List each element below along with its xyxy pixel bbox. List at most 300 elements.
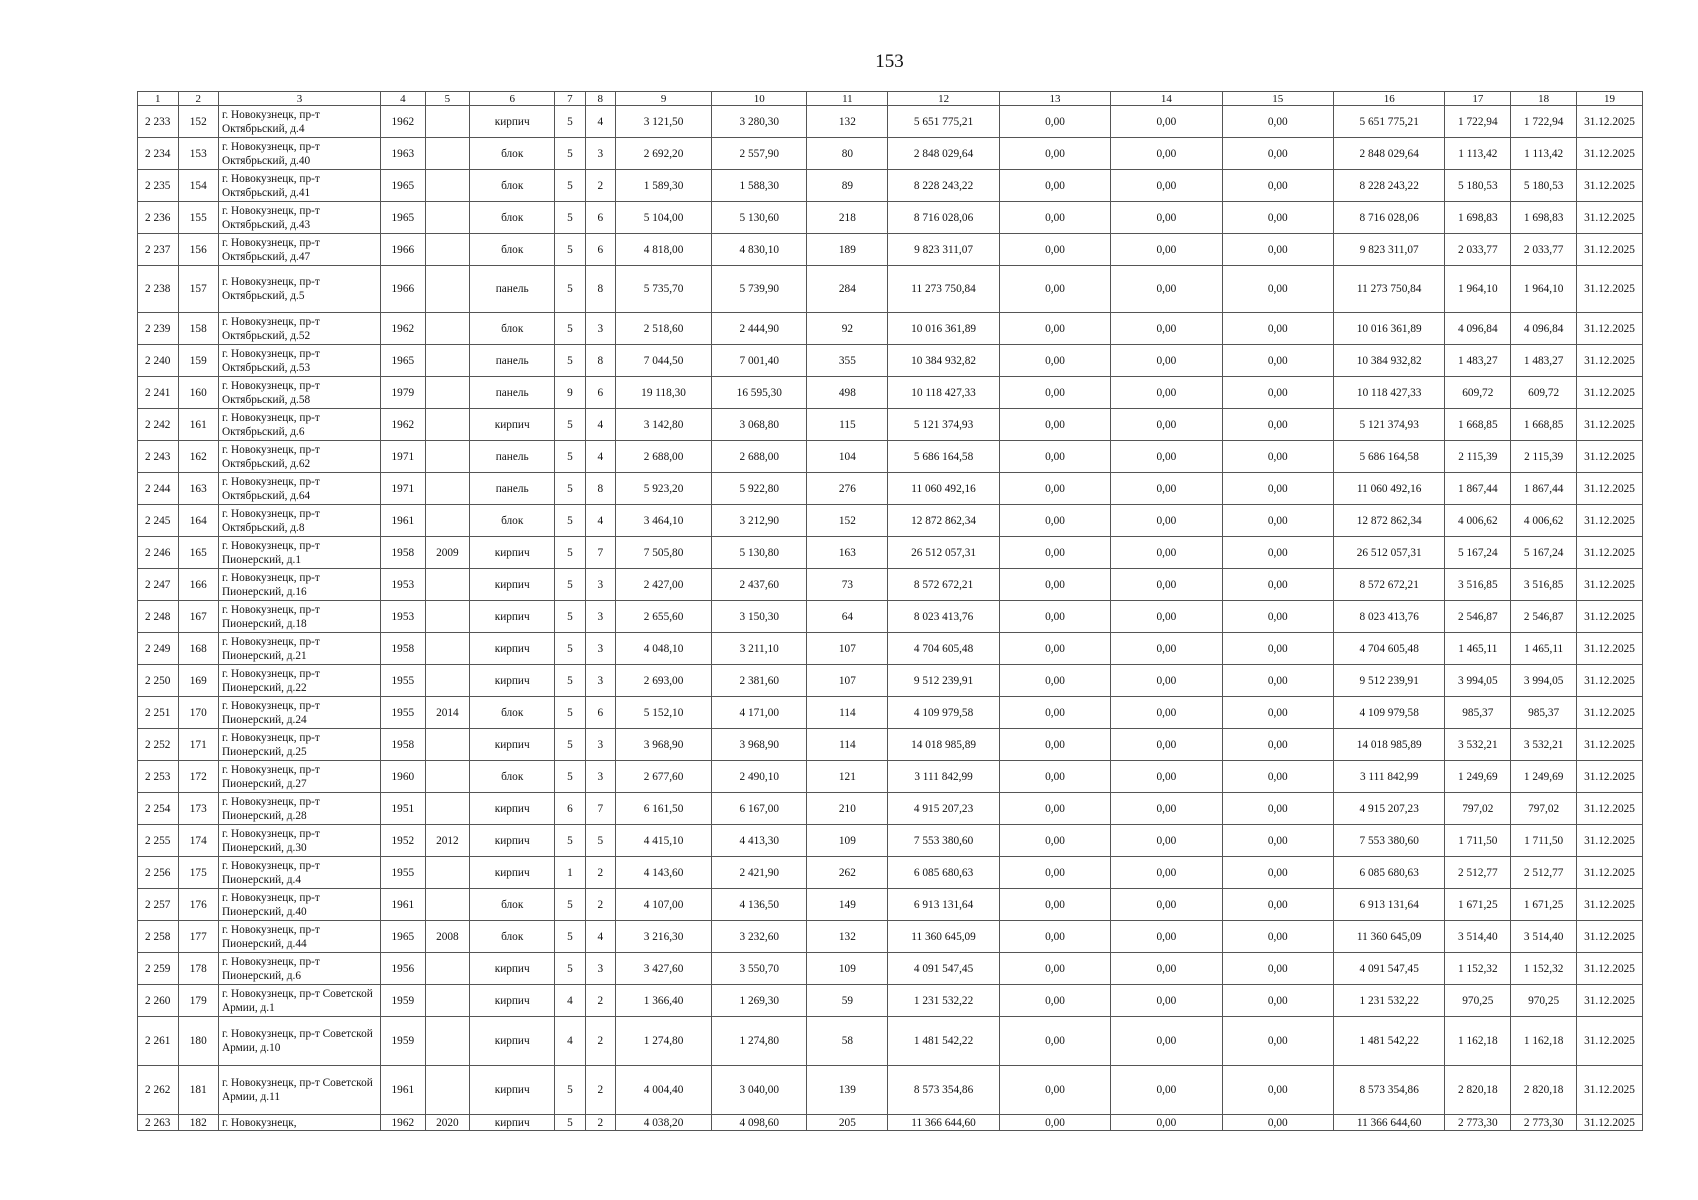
table-row: [138, 1115, 1643, 1131]
table-cell: 797,02: [1511, 793, 1577, 825]
table-cell: 182: [178, 1115, 219, 1131]
table-cell: 6: [585, 377, 615, 409]
table-cell: г. Новокузнецк, пр-т Октябрьский, д.41: [219, 170, 381, 202]
table-cell: 2 033,77: [1511, 234, 1577, 266]
table-cell: 8: [585, 473, 615, 505]
table-cell: 1 231 532,22: [1334, 985, 1445, 1017]
table-cell: 0,00: [1111, 633, 1222, 665]
table-cell: 3 994,05: [1511, 665, 1577, 697]
table-cell: 1 698,83: [1511, 202, 1577, 234]
table-cell: блок: [470, 505, 555, 537]
table-cell: 0,00: [1222, 793, 1333, 825]
table-cell: 2: [585, 889, 615, 921]
table-cell: 1951: [381, 793, 426, 825]
table-cell: 8 573 354,86: [888, 1066, 999, 1115]
table-cell: г. Новокузнецк, пр-т Октябрьский, д.53: [219, 345, 381, 377]
table-cell: 2 249: [138, 633, 179, 665]
table-cell: 2 692,20: [615, 138, 711, 170]
table-cell: 0,00: [1222, 1115, 1333, 1131]
table-cell: 5 686 164,58: [888, 441, 999, 473]
table-cell: 7 553 380,60: [888, 825, 999, 857]
table-cell: 0,00: [999, 761, 1110, 793]
table-cell: г. Новокузнецк, пр-т Октябрьский, д.58: [219, 377, 381, 409]
table-cell: 1952: [381, 825, 426, 857]
table-cell: 0,00: [1111, 761, 1222, 793]
table-cell: 0,00: [999, 377, 1110, 409]
table-cell: 73: [807, 569, 888, 601]
table-cell: 31.12.2025: [1577, 953, 1643, 985]
table-cell: 2: [585, 1066, 615, 1115]
table-cell: 5 121 374,93: [1334, 409, 1445, 441]
table-cell: [425, 1066, 470, 1115]
column-number: 4: [381, 92, 426, 106]
table-cell: 2 237: [138, 234, 179, 266]
table-cell: 31.12.2025: [1577, 825, 1643, 857]
column-number-header: [138, 92, 1643, 106]
table-cell: 31.12.2025: [1577, 377, 1643, 409]
table-cell: 0,00: [1222, 697, 1333, 729]
table-cell: 4 098,60: [712, 1115, 807, 1131]
column-number: 7: [555, 92, 585, 106]
table-cell: 3 150,30: [712, 601, 807, 633]
table-cell: 5 686 164,58: [1334, 441, 1445, 473]
table-cell: 4 048,10: [615, 633, 711, 665]
table-cell: 985,37: [1445, 697, 1511, 729]
table-cell: 355: [807, 345, 888, 377]
table-cell: 1955: [381, 857, 426, 889]
table-cell: [425, 601, 470, 633]
table-cell: 0,00: [999, 409, 1110, 441]
table-cell: 4: [585, 409, 615, 441]
table-cell: 3 280,30: [712, 106, 807, 138]
table-cell: 1 162,18: [1511, 1017, 1577, 1066]
table-cell: 3: [585, 138, 615, 170]
table-cell: 1971: [381, 473, 426, 505]
table-cell: 6 161,50: [615, 793, 711, 825]
table-cell: 3 994,05: [1445, 665, 1511, 697]
table-cell: 8 716 028,06: [888, 202, 999, 234]
table-cell: 5 735,70: [615, 266, 711, 313]
table-cell: [425, 633, 470, 665]
table-row: [138, 569, 1643, 601]
table-cell: 5 922,80: [712, 473, 807, 505]
table-cell: 0,00: [1111, 266, 1222, 313]
table-cell: 2 773,30: [1445, 1115, 1511, 1131]
table-cell: г. Новокузнецк, пр-т Пионерский, д.6: [219, 953, 381, 985]
table-cell: 9 512 239,91: [1334, 665, 1445, 697]
table-cell: 2 033,77: [1445, 234, 1511, 266]
table-cell: 9 512 239,91: [888, 665, 999, 697]
table-cell: [425, 953, 470, 985]
table-cell: 0,00: [1111, 505, 1222, 537]
table-cell: 2008: [425, 921, 470, 953]
table-row: [138, 793, 1643, 825]
table-cell: 3 532,21: [1445, 729, 1511, 761]
table-cell: г. Новокузнецк, пр-т Советской Армии, д.10: [219, 1017, 381, 1066]
table-cell: 31.12.2025: [1577, 921, 1643, 953]
table-cell: [425, 202, 470, 234]
table-cell: 5 739,90: [712, 266, 807, 313]
table-cell: [425, 170, 470, 202]
table-cell: 1 711,50: [1445, 825, 1511, 857]
table-cell: 1 867,44: [1445, 473, 1511, 505]
table-cell: 1 113,42: [1511, 138, 1577, 170]
table-cell: 152: [178, 106, 219, 138]
table-cell: 4 006,62: [1511, 505, 1577, 537]
table-cell: 0,00: [999, 1115, 1110, 1131]
table-cell: 2 250: [138, 665, 179, 697]
table-cell: 4 096,84: [1445, 313, 1511, 345]
table-cell: 0,00: [1111, 1066, 1222, 1115]
table-cell: 8 716 028,06: [1334, 202, 1445, 234]
table-cell: 3: [585, 601, 615, 633]
table-cell: кирпич: [470, 409, 555, 441]
table-cell: 0,00: [1111, 793, 1222, 825]
table-cell: г. Новокузнецк, пр-т Октябрьский, д.8: [219, 505, 381, 537]
table-cell: 4 109 979,58: [1334, 697, 1445, 729]
table-cell: блок: [470, 313, 555, 345]
table-cell: 2 115,39: [1511, 441, 1577, 473]
table-cell: 2 234: [138, 138, 179, 170]
table-cell: 4 818,00: [615, 234, 711, 266]
table-cell: 3: [585, 761, 615, 793]
table-cell: 1953: [381, 601, 426, 633]
table-cell: 2 677,60: [615, 761, 711, 793]
table-cell: 3 211,10: [712, 633, 807, 665]
table-cell: кирпич: [470, 953, 555, 985]
table-cell: 9: [555, 377, 585, 409]
table-cell: 3 040,00: [712, 1066, 807, 1115]
table-cell: 1955: [381, 697, 426, 729]
table-cell: 5: [585, 825, 615, 857]
table-cell: 2020: [425, 1115, 470, 1131]
table-cell: 0,00: [999, 202, 1110, 234]
table-cell: 0,00: [1222, 537, 1333, 569]
table-cell: 156: [178, 234, 219, 266]
table-cell: 3 212,90: [712, 505, 807, 537]
table-cell: 152: [807, 505, 888, 537]
table-cell: 5 651 775,21: [1334, 106, 1445, 138]
table-cell: 31.12.2025: [1577, 985, 1643, 1017]
table-cell: 4 091 547,45: [1334, 953, 1445, 985]
table-cell: 2009: [425, 537, 470, 569]
table-cell: 0,00: [999, 138, 1110, 170]
table-cell: 12 872 862,34: [1334, 505, 1445, 537]
table-cell: 1 698,83: [1445, 202, 1511, 234]
table-cell: 1 671,25: [1511, 889, 1577, 921]
table-cell: 2 688,00: [615, 441, 711, 473]
table-cell: 0,00: [1111, 170, 1222, 202]
table-cell: 107: [807, 665, 888, 697]
column-number: 6: [470, 92, 555, 106]
table-cell: 149: [807, 889, 888, 921]
table-cell: 0,00: [999, 266, 1110, 313]
table-cell: 970,25: [1445, 985, 1511, 1017]
table-cell: 31.12.2025: [1577, 665, 1643, 697]
table-cell: панель: [470, 266, 555, 313]
table-cell: 5: [555, 266, 585, 313]
table-cell: 2 239: [138, 313, 179, 345]
table-row: [138, 106, 1643, 138]
table-cell: 1 964,10: [1445, 266, 1511, 313]
table-cell: 3 111 842,99: [888, 761, 999, 793]
table-cell: 205: [807, 1115, 888, 1131]
table-cell: 11 060 492,16: [888, 473, 999, 505]
table-cell: 10 016 361,89: [888, 313, 999, 345]
table-cell: 11 360 645,09: [888, 921, 999, 953]
table-cell: 3: [585, 633, 615, 665]
table-cell: 121: [807, 761, 888, 793]
table-cell: 31.12.2025: [1577, 138, 1643, 170]
table-cell: 0,00: [1222, 761, 1333, 793]
table-cell: 5: [555, 761, 585, 793]
table-cell: 4 915 207,23: [888, 793, 999, 825]
table-cell: 167: [178, 601, 219, 633]
table-row: [138, 1066, 1643, 1115]
table-cell: 4 143,60: [615, 857, 711, 889]
table-cell: 159: [178, 345, 219, 377]
table-cell: 2 257: [138, 889, 179, 921]
table-row: [138, 857, 1643, 889]
table-cell: 3: [585, 665, 615, 697]
table-cell: 2 848 029,64: [1334, 138, 1445, 170]
table-cell: 31.12.2025: [1577, 266, 1643, 313]
table-row: [138, 601, 1643, 633]
table-cell: 609,72: [1445, 377, 1511, 409]
column-number: 11: [807, 92, 888, 106]
table-cell: 498: [807, 377, 888, 409]
table-cell: кирпич: [470, 569, 555, 601]
table-cell: 10 384 932,82: [888, 345, 999, 377]
table-cell: 0,00: [1111, 921, 1222, 953]
table-cell: 4 038,20: [615, 1115, 711, 1131]
table-cell: 2 255: [138, 825, 179, 857]
table-cell: 0,00: [999, 633, 1110, 665]
table-cell: кирпич: [470, 633, 555, 665]
table-cell: 1971: [381, 441, 426, 473]
table-cell: 2 240: [138, 345, 179, 377]
column-number: 10: [712, 92, 807, 106]
table-cell: 0,00: [1111, 1017, 1222, 1066]
table-row: [138, 313, 1643, 345]
table-cell: 1 366,40: [615, 985, 711, 1017]
table-cell: г. Новокузнецк, пр-т Пионерский, д.28: [219, 793, 381, 825]
table-cell: 1 711,50: [1511, 825, 1577, 857]
table-cell: 5 180,53: [1445, 170, 1511, 202]
table-cell: 5: [555, 202, 585, 234]
table-cell: панель: [470, 473, 555, 505]
table-cell: 26 512 057,31: [1334, 537, 1445, 569]
table-cell: 1961: [381, 889, 426, 921]
table-cell: 2: [585, 857, 615, 889]
table-cell: 4: [585, 441, 615, 473]
table-cell: г. Новокузнецк, пр-т Октябрьский, д.43: [219, 202, 381, 234]
table-cell: 2 248: [138, 601, 179, 633]
table-cell: 5: [555, 825, 585, 857]
table-cell: 1961: [381, 505, 426, 537]
table-cell: 1979: [381, 377, 426, 409]
table-cell: г. Новокузнецк, пр-т Пионерский, д.22: [219, 665, 381, 697]
table-cell: 1 668,85: [1511, 409, 1577, 441]
table-cell: 26 512 057,31: [888, 537, 999, 569]
column-number: 5: [425, 92, 470, 106]
table-row: [138, 441, 1643, 473]
table-cell: 3 216,30: [615, 921, 711, 953]
table-cell: 2 260: [138, 985, 179, 1017]
table-cell: 8 573 354,86: [1334, 1066, 1445, 1115]
table-cell: 0,00: [999, 697, 1110, 729]
table-cell: 31.12.2025: [1577, 601, 1643, 633]
table-cell: 1955: [381, 665, 426, 697]
table-cell: 6 085 680,63: [888, 857, 999, 889]
table-cell: 0,00: [1111, 825, 1222, 857]
table-cell: 5: [555, 537, 585, 569]
table-row: [138, 697, 1643, 729]
table-cell: 0,00: [999, 665, 1110, 697]
table-cell: 160: [178, 377, 219, 409]
table-cell: 2 490,10: [712, 761, 807, 793]
table-cell: 1965: [381, 170, 426, 202]
table-cell: 6 913 131,64: [1334, 889, 1445, 921]
table-cell: 180: [178, 1017, 219, 1066]
table-cell: 3 514,40: [1511, 921, 1577, 953]
table-cell: 2 254: [138, 793, 179, 825]
table-cell: 3 516,85: [1511, 569, 1577, 601]
table-cell: 3 464,10: [615, 505, 711, 537]
table-cell: 0,00: [1222, 266, 1333, 313]
table-cell: 4: [585, 106, 615, 138]
table-cell: [425, 505, 470, 537]
table-cell: г. Новокузнецк, пр-т Пионерский, д.16: [219, 569, 381, 601]
table-cell: 171: [178, 729, 219, 761]
table-cell: 1 113,42: [1445, 138, 1511, 170]
table-cell: 9 823 311,07: [888, 234, 999, 266]
table-cell: 177: [178, 921, 219, 953]
table-cell: 0,00: [1111, 889, 1222, 921]
table-cell: 31.12.2025: [1577, 697, 1643, 729]
table-cell: 31.12.2025: [1577, 473, 1643, 505]
table-cell: 2014: [425, 697, 470, 729]
table-cell: 0,00: [1111, 202, 1222, 234]
table-cell: блок: [470, 697, 555, 729]
table-row: [138, 345, 1643, 377]
column-number: 3: [219, 92, 381, 106]
table-cell: 174: [178, 825, 219, 857]
table-cell: 5: [555, 106, 585, 138]
table-cell: 1959: [381, 1017, 426, 1066]
table-cell: 2 655,60: [615, 601, 711, 633]
table-cell: кирпич: [470, 601, 555, 633]
table-cell: г. Новокузнецк, пр-т Советской Армии, д.1: [219, 985, 381, 1017]
column-number: 8: [585, 92, 615, 106]
table-cell: 0,00: [1111, 1115, 1222, 1131]
table-cell: 1958: [381, 537, 426, 569]
table-cell: 5: [555, 729, 585, 761]
table-cell: 2 773,30: [1511, 1115, 1577, 1131]
table-cell: 6 913 131,64: [888, 889, 999, 921]
table-cell: 5 180,53: [1511, 170, 1577, 202]
table-cell: 9 823 311,07: [1334, 234, 1445, 266]
table-cell: 31.12.2025: [1577, 234, 1643, 266]
table-cell: кирпич: [470, 665, 555, 697]
column-number: 14: [1111, 92, 1222, 106]
table-cell: 262: [807, 857, 888, 889]
table-cell: 10 118 427,33: [888, 377, 999, 409]
table-cell: 154: [178, 170, 219, 202]
table-cell: г. Новокузнецк,: [219, 1115, 381, 1131]
table-cell: 181: [178, 1066, 219, 1115]
table-cell: 0,00: [1222, 106, 1333, 138]
table-cell: 0,00: [1222, 345, 1333, 377]
table-cell: 4 107,00: [615, 889, 711, 921]
table-cell: 276: [807, 473, 888, 505]
table-cell: 218: [807, 202, 888, 234]
table-cell: блок: [470, 234, 555, 266]
table-cell: 2 233: [138, 106, 179, 138]
table-cell: г. Новокузнецк, пр-т Октябрьский, д.47: [219, 234, 381, 266]
table-cell: 2 262: [138, 1066, 179, 1115]
table-cell: 0,00: [1222, 953, 1333, 985]
table-cell: г. Новокузнецк, пр-т Пионерский, д.40: [219, 889, 381, 921]
table-cell: 2 259: [138, 953, 179, 985]
table-cell: 0,00: [1222, 313, 1333, 345]
table-cell: 11 360 645,09: [1334, 921, 1445, 953]
table-row: [138, 202, 1643, 234]
table-cell: 7 044,50: [615, 345, 711, 377]
table-row: [138, 889, 1643, 921]
table-cell: г. Новокузнецк, пр-т Пионерский, д.1: [219, 537, 381, 569]
table-cell: г. Новокузнецк, пр-т Октябрьский, д.64: [219, 473, 381, 505]
table-cell: 1 249,69: [1445, 761, 1511, 793]
table-cell: 2 256: [138, 857, 179, 889]
table-cell: 1965: [381, 921, 426, 953]
table-cell: 0,00: [999, 857, 1110, 889]
column-number: 2: [178, 92, 219, 106]
table-cell: 0,00: [999, 313, 1110, 345]
table-cell: 5: [555, 409, 585, 441]
table-cell: 3 068,80: [712, 409, 807, 441]
table-cell: г. Новокузнецк, пр-т Пионерский, д.24: [219, 697, 381, 729]
table-cell: 5 130,60: [712, 202, 807, 234]
table-cell: 1 231 532,22: [888, 985, 999, 1017]
table-cell: блок: [470, 202, 555, 234]
table-cell: 11 366 644,60: [1334, 1115, 1445, 1131]
table-cell: 2 693,00: [615, 665, 711, 697]
table-cell: 14 018 985,89: [888, 729, 999, 761]
table-cell: 0,00: [1111, 601, 1222, 633]
table-cell: 7: [585, 537, 615, 569]
table-cell: 0,00: [999, 441, 1110, 473]
table-cell: г. Новокузнецк, пр-т Пионерский, д.4: [219, 857, 381, 889]
table-cell: 4 704 605,48: [888, 633, 999, 665]
table-cell: г. Новокузнецк, пр-т Пионерский, д.30: [219, 825, 381, 857]
table-cell: 0,00: [999, 473, 1110, 505]
table-cell: 155: [178, 202, 219, 234]
table-cell: 10 384 932,82: [1334, 345, 1445, 377]
table-cell: 2 115,39: [1445, 441, 1511, 473]
table-cell: 0,00: [999, 234, 1110, 266]
table-cell: 0,00: [999, 889, 1110, 921]
table-cell: 109: [807, 825, 888, 857]
table-cell: 3 514,40: [1445, 921, 1511, 953]
table-cell: кирпич: [470, 1066, 555, 1115]
table-row: [138, 377, 1643, 409]
table-cell: г. Новокузнецк, пр-т Советской Армии, д.11: [219, 1066, 381, 1115]
table-cell: кирпич: [470, 857, 555, 889]
column-number: 15: [1222, 92, 1333, 106]
table-cell: 0,00: [1222, 857, 1333, 889]
table-cell: 0,00: [1222, 569, 1333, 601]
